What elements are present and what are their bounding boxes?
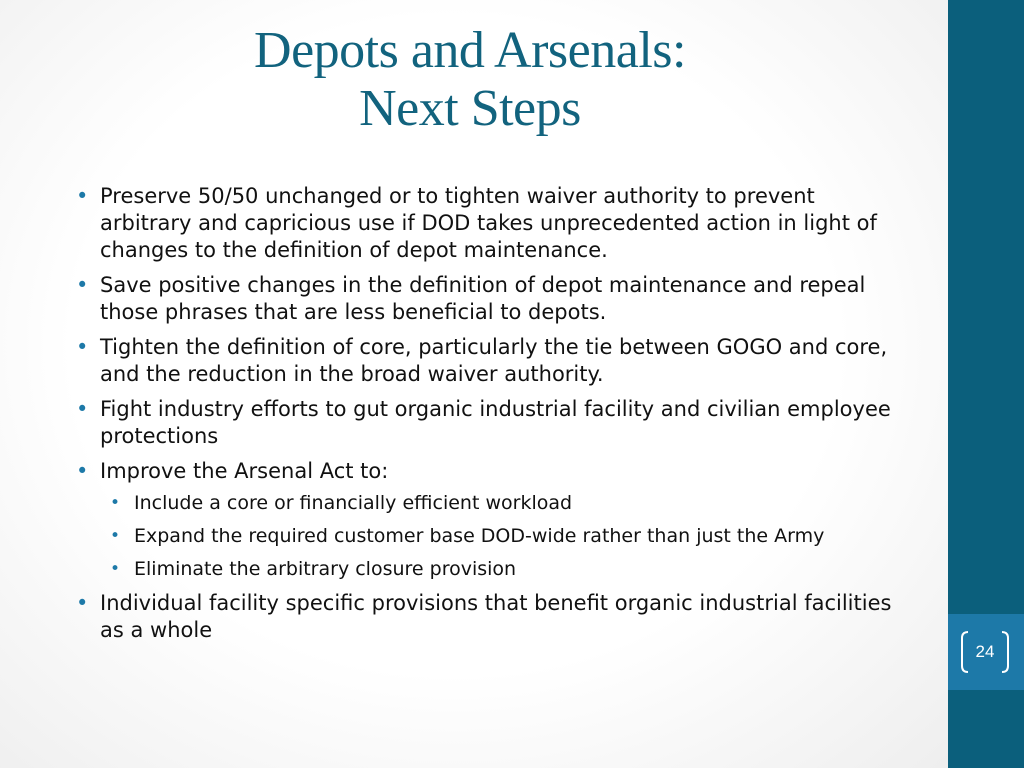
sub-bullet-item <box>76 524 906 548</box>
sub-bullet-icon: • <box>110 559 121 579</box>
bullet-item <box>76 334 906 388</box>
title-line-2: Next Steps <box>359 80 581 137</box>
bullet-icon: • <box>76 397 89 421</box>
bullet-text: Save positive changes in the definition of depot maintenance and repeal those phrases that are less beneficial to depots. <box>100 273 866 324</box>
sub-bullet-item <box>76 491 906 515</box>
bullet-icon: • <box>76 184 89 208</box>
sub-bullet-item <box>76 557 906 581</box>
bullet-icon: • <box>76 273 89 297</box>
sub-bullet-list <box>100 491 906 581</box>
sub-bullet-icon: • <box>110 493 121 513</box>
slide-content <box>76 183 906 652</box>
bullet-text: Improve the Arsenal Act to: <box>100 459 389 483</box>
bullet-item <box>76 183 906 264</box>
bullet-text: Individual facility specific provisions that benefit organic industrial facilities as a whole <box>100 591 892 642</box>
bullet-text: Fight industry efforts to gut organic industrial facility and civilian employee protections <box>100 397 891 448</box>
bullet-list <box>76 183 906 644</box>
bullet-icon: • <box>76 459 89 483</box>
slide-title <box>70 22 870 138</box>
bullet-item <box>76 272 906 326</box>
title-line-1: Depots and Arsenals: <box>254 22 686 79</box>
sub-bullet-text: Eliminate the arbitrary closure provision <box>134 558 517 580</box>
bullet-item <box>76 458 906 581</box>
bullet-item <box>76 590 906 644</box>
page-number-frame <box>958 628 1012 676</box>
bullet-text: Tighten the definition of core, particularly the tie between GOGO and core, and the reduction in the broad waiver authority. <box>100 335 888 386</box>
sub-bullet-text: Expand the required customer base DOD-wide rather than just the Army <box>134 525 825 547</box>
bullet-icon: • <box>76 335 89 359</box>
bullet-text: Preserve 50/50 unchanged or to tighten waiver authority to prevent arbitrary and capricious use if DOD takes unprecedented action in light of changes to the definition of depot maintenance. <box>100 184 877 262</box>
bullet-item <box>76 396 906 450</box>
bullet-icon: • <box>76 591 89 615</box>
page-number: 24 <box>975 642 995 661</box>
sub-bullet-icon: • <box>110 526 121 546</box>
sub-bullet-text: Include a core or financially efficient workload <box>134 492 573 514</box>
